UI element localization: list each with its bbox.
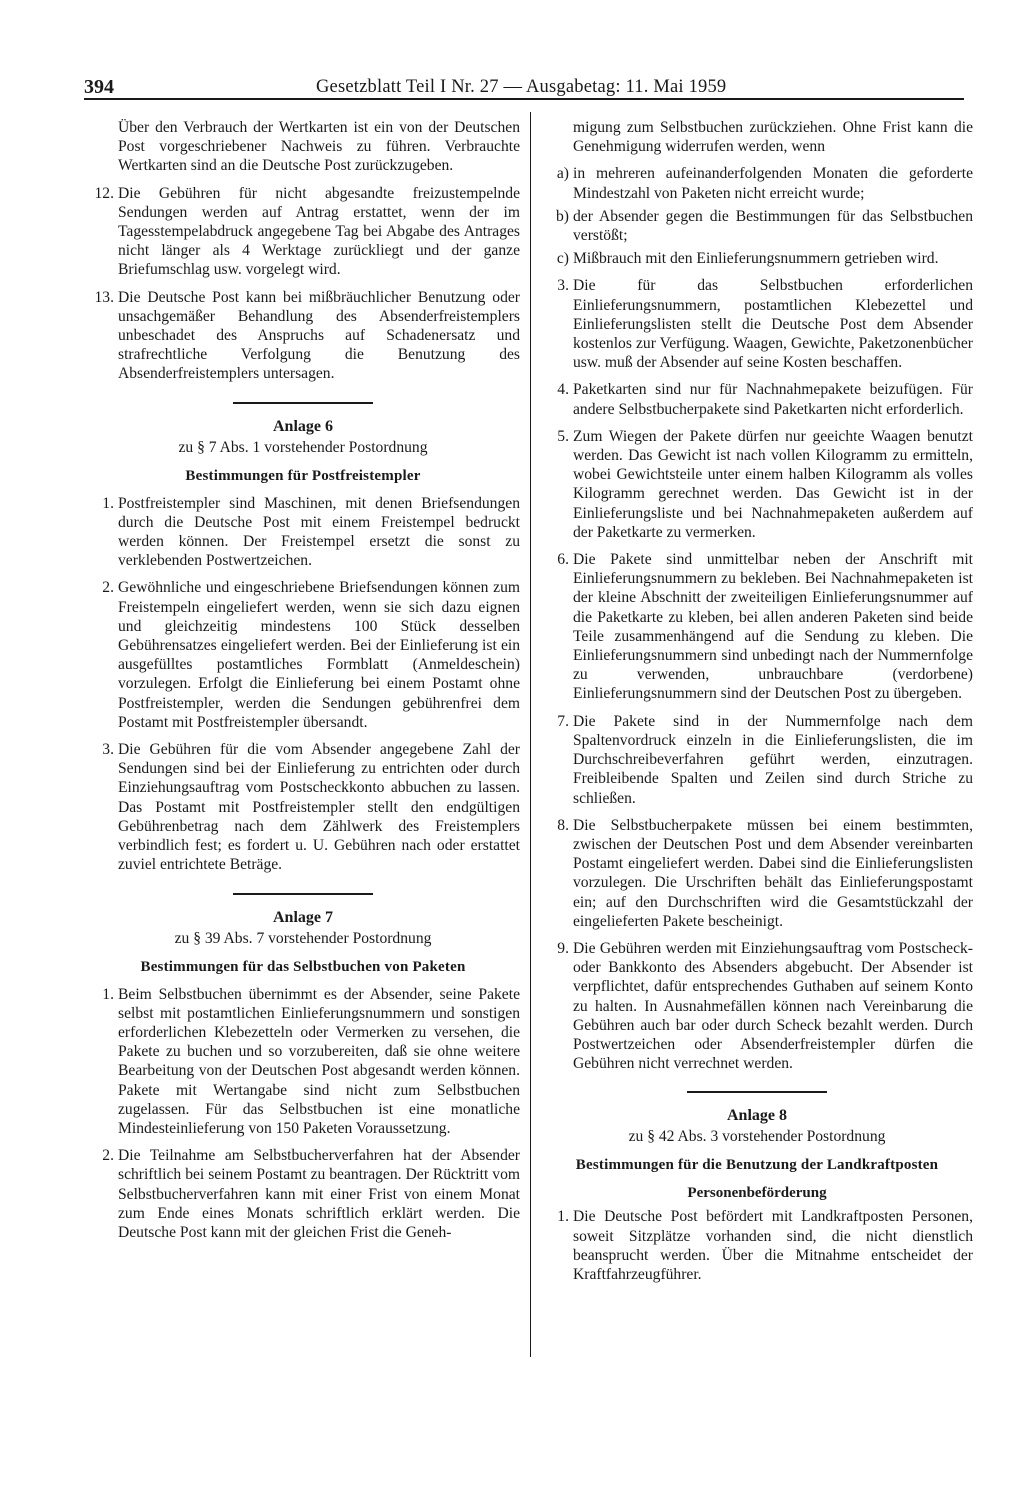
list-item [541, 276, 973, 372]
item-text: Beim Selbstbuchen übernimmt es der Absender, seine Pakete selbst mit postamtlichen Einlieferungsnummern und sonstigen erforderlichen Klebezetteln oder Vermerken zu versehen, die Pakete zu buchen und so vorzubereiten, daß sie ohne weitere Bearbeitung von der Deutschen Post abgesandt werden können. Pakete mit Wertangabe sind nicht zum Selbstbuchen zugelassen. Für das Selbstbuchen ist eine monatliche Mindesteinlieferung von 150 Paketen Voraussetzung. [118, 985, 520, 1137]
item-text: Die Gebühren werden mit Einziehungsauftrag vom Postscheck- oder Bankkonto des Absenders abgebucht. Der Absender ist verpflichtet, dafür entsprechendes Guthaben auf seinem Konto zu halten. In Ausnahmefällen können nach Vereinbarung die Gebühren auch bar oder durch Scheck bezahlt werden. Durch Postwertzeichen oder Absenderfreistempler dürfen die Gebühren nicht verrechnet werden. [573, 939, 973, 1073]
sub-item [541, 207, 973, 245]
list-item [541, 712, 973, 808]
item-text: Die Pakete sind unmittelbar neben der Anschrift mit Einlieferungsnummern zu bekleben. Bei Nachnahmepaketen ist der kleine Abschnitt der zweiteiligen Einlieferungsnummer auf die Paketkarte zu kleben, bei allen anderen Paketen sind beide Teile zusammenhängend auf die Sendung zu kleben. Die Einlieferungsnummern sind unbedingt nach der Nummernfolge zu verwenden, unbrauchbare (verdorbene) Einlieferungsnummern sind der Deutschen Post zu übergeben. [573, 551, 973, 703]
list-item [86, 1146, 520, 1242]
item-text: Gewöhnliche und eingeschriebene Briefsendungen können zum Freistempeln eingeliefert werden, wenn sie sich dazu eignen und gleichzeitig mindestens 100 Stück desselben Gebührensatzes eingeliefert werden. Bei der Einlieferung ist ein ausgefülltes postamtliches Formblatt (Anmeldeschein) vorzulegen. Erfolgt die Einlieferung bei einem Postamt ohne Postfreistempler, werden die Sendungen gebührenfrei dem Postamt mit Postfreistempler übersandt. [118, 579, 520, 731]
item-number: 1. [557, 1208, 569, 1226]
item-text: Postfreistempler sind Maschinen, mit denen Briefsendungen durch die Deutsche Post mit einem Freistempel bedruckt werden können. Der Freistempel ersetzt die sonst zu verklebenden Postwertzeichen. [118, 494, 520, 570]
column-divider [530, 112, 531, 1357]
item-number: 3. [102, 741, 114, 759]
list-item [86, 578, 520, 732]
list-item [86, 288, 520, 384]
sub-item-text: der Absender gegen die Bestimmungen für das Selbstbuchen verstößt; [573, 207, 973, 245]
item-text: Die Deutsche Post befördert mit Landkraftposten Personen, soweit Sitzplätze vorhanden sind, die nicht dienstlich beansprucht werden. Über die Mitnahme entscheidet der Kraftfahrzeugführer. [573, 1208, 973, 1283]
section-separator [233, 893, 373, 895]
header-title: Gesetzblatt Teil I Nr. 27 — Ausgabetag: 11. Mai 1959 [316, 77, 727, 97]
list-item [541, 1207, 973, 1284]
item-text: Die Teilnahme am Selbstbucherverfahren hat der Absender schriftlich bei seinem Postamt zu beantragen. Der Rücktritt vom Selbstbucherverfahren kann mit einer Frist von einem Monat zum Ende eines Monats schriftlich erklärt werden. Die Deutsche Post kann mit der gleichen Frist die Geneh- [118, 1147, 520, 1241]
item-text: Die für das Selbstbuchen erforderlichen Einlieferungsnummern, postamtlichen Klebezettel und Einlieferungslisten stellt die Deutsche Post dem Absender kostenlos zur Verfügung. Waagen, Gewichte, Paketzonenbücher usw. muß der Absender auf seine Kosten beschaffen. [573, 277, 973, 372]
item-number: 4. [557, 381, 569, 399]
list-item [86, 985, 520, 1139]
list-item [541, 380, 973, 418]
anlage-6-title: Anlage 6 [273, 417, 333, 435]
anlage-7-title: Anlage 7 [273, 908, 333, 926]
item-number: 2. [102, 1147, 114, 1165]
item-number: 2. [102, 579, 114, 597]
item-text: Die Gebühren für die vom Absender angegebene Zahl der Sendungen sind bei der Einlieferung zu entrichten oder durch Einziehungsauftrag vom Postscheckkonto abbuchen zu lassen. Das Postamt mit Postfreistempler stellt den endgültigen Gebührenbetrag nach dem Zählwerk des Freistemplers verbindlich fest; es fordert u. U. Gebühren nach oder erstattet zuviel entrichtete Beträge. [118, 741, 520, 874]
list-item [541, 427, 973, 542]
continuation-paragraph: migung zum Selbstbuchen zurückziehen. Ohne Frist kann die Genehmigung widerrufen werden, wenn [573, 119, 973, 156]
sub-item [541, 249, 973, 268]
item-number: 8. [557, 816, 569, 834]
item-text: Die Deutsche Post kann bei mißbräuchlicher Benutzung oder unsachgemäßer Behandlung des Absenderfreistemplers unbeschadet des Anspruchs auf Schadenersatz und strafrechtliche Verfolgung die Benutzung des Absenderfreistemplers untersagen. [118, 288, 520, 383]
item-number: 1. [102, 985, 114, 1003]
sub-item-letter: a) [556, 165, 569, 183]
item-number: 9. [557, 939, 569, 957]
sub-item-text: Mißbrauch mit den Einlieferungsnummern getrieben wird. [573, 250, 939, 268]
anlage-7-reference: zu § 39 Abs. 7 vorstehender Postordnung [174, 929, 432, 947]
sub-item-letter: b) [556, 207, 569, 225]
item-text: Paketkarten sind nur für Nachnahmepakete beizufügen. Für andere Selbstbucherpakete sind Paketkarten nicht erforderlich. [573, 381, 973, 418]
sub-item-text: in mehreren aufeinanderfolgenden Monaten die geforderte Mindestzahl von Paketen nicht erreicht wurde; [573, 165, 973, 202]
anlage-6-heading: Bestimmungen für Postfreistempler [185, 467, 421, 484]
list-item [541, 939, 973, 1073]
item-text: Die Pakete sind in der Nummernfolge nach dem Spaltenvordruck einzeln in die Einlieferungslisten, die im Durchschreibeverfahren geführt werden, einzutragen. Freibleibende Spalten und Zeilen sind durch Striche zu schließen. [573, 712, 973, 807]
left-column [86, 118, 520, 1250]
anlage-8-title: Anlage 8 [727, 1107, 787, 1125]
section-separator [687, 1091, 827, 1093]
anlage-8-heading: Bestimmungen für die Benutzung der Landkraftposten [575, 1157, 939, 1174]
section-separator [233, 402, 373, 404]
item-number: 6. [557, 551, 569, 569]
page-header [84, 76, 964, 100]
page-number: 394 [84, 76, 114, 98]
item-text: Die Selbstbucherpakete müssen bei einem bestimmten, zwischen der Deutschen Post und dem Absender vereinbarten Postamt eingeliefert werden. Dabei sind die Einlieferungslisten vorzulegen. Die Urschriften behält das Einlieferungspostamt ein; auf den Durchschriften wird die Gesamtstückzahl der eingelieferten Pakete bescheinigt. [573, 816, 973, 930]
item-number: 13. [94, 288, 114, 306]
list-item [86, 184, 520, 280]
item-number: 5. [557, 427, 569, 445]
list-item [541, 816, 973, 931]
intro-paragraph: Über den Verbrauch der Wertkarten ist ein von der Deutschen Post vorgeschriebener Nachweis zu führen. Verbrauchte Wertkarten sind an die Deutsche Post zurückzugeben. [118, 119, 520, 175]
list-item [541, 550, 973, 704]
sub-item-letter: c) [556, 250, 569, 268]
anlage-8-reference: zu § 42 Abs. 3 vorstehender Postordnung [628, 1128, 886, 1146]
right-column [541, 118, 973, 1292]
item-text: Die Gebühren für nicht abgesandte freizustempelnde Sendungen werden auf Antrag erstattet, wenn der im Tagesstempelabdruck angegebene Tag bei Abgabe des Antrages nicht länger als 4 Werktage zurückliegt und der ganze Briefumschlag usw. vorgelegt wird. [118, 184, 520, 279]
list-item [86, 494, 520, 571]
anlage-8-subheading: Personenbeförderung [687, 1185, 827, 1202]
item-number: 1. [102, 494, 114, 512]
anlage-7-heading: Bestimmungen für das Selbstbuchen von Paketen [140, 958, 466, 975]
anlage-6-reference: zu § 7 Abs. 1 vorstehender Postordnung [178, 438, 428, 456]
item-number: 12. [94, 184, 114, 202]
sub-item [541, 164, 973, 202]
list-item [86, 740, 520, 874]
item-number: 7. [557, 712, 569, 730]
item-text: Zum Wiegen der Pakete dürfen nur geeichte Waagen benutzt werden. Das Gewicht ist nach vollen Kilogramm zu ermitteln, wobei Gewichtsteile unter einem halben Kilogramm als volles Kilogramm gerechnet werden. Das Gewicht ist in der Einlieferungsliste und bei Nachnahmepaketen außerdem auf der Paketkarte zu vermerken. [573, 427, 973, 541]
item-number: 3. [557, 277, 569, 295]
